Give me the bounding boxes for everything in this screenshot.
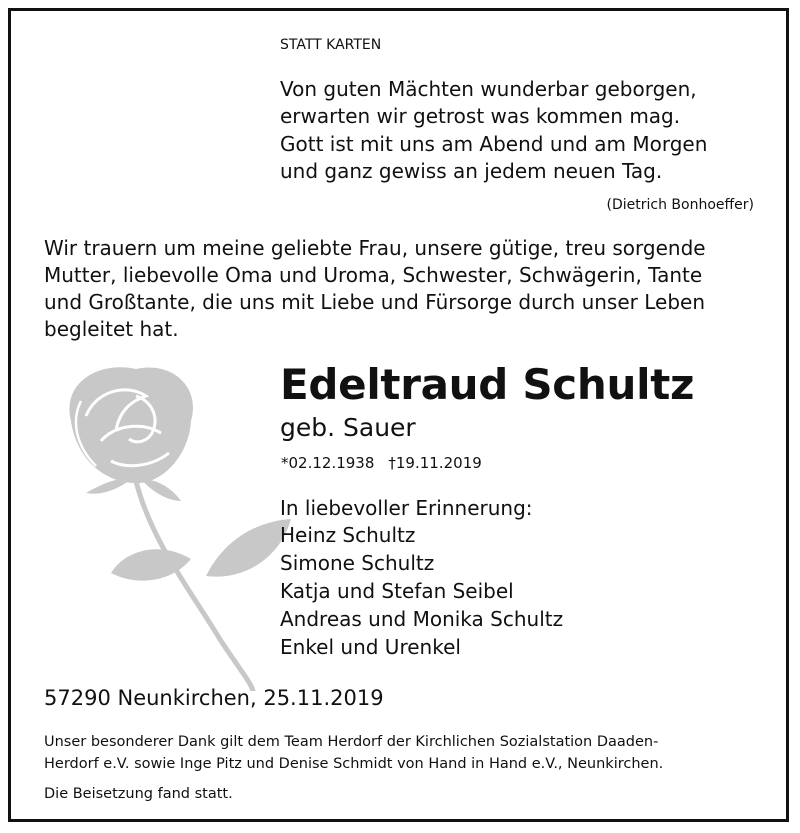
burial-note: Die Beisetzung fand statt. [44,786,233,802]
rose-icon [41,361,291,691]
obituary-notice [8,8,789,822]
poem-line: und ganz gewiss an jedem neuen Tag. [280,159,663,183]
death-date: †19.11.2019 [388,454,482,472]
poem-line: erwarten wir getrost was kommen mag. [280,104,681,128]
mourner-name: Simone Schultz [280,551,435,575]
birth-name: geb. Sauer [280,413,416,442]
intro-line: begleitet hat. [44,317,179,341]
thanks-line: Unser besonderer Dank gilt dem Team Herdorf der Kirchlichen Sozialstation Daaden- [44,734,659,750]
intro-line: Wir trauern um meine geliebte Frau, unsere gütige, treu sorgende [44,236,706,260]
mourner-name: Katja und Stefan Seibel [280,579,514,603]
mourners-heading: In liebevoller Erinnerung: [280,496,533,520]
birth-date: *02.12.1938 [281,454,375,472]
poem-line: Von guten Mächten wunderbar geborgen, [280,77,697,101]
place-date: 57290 Neunkirchen, 25.11.2019 [44,686,384,710]
header-label: STATT KARTEN [280,37,382,53]
deceased-name: Edeltraud Schultz [280,360,695,409]
poem-line: Gott ist mit uns am Abend und am Morgen [280,132,708,156]
intro-line: und Großtante, die uns mit Liebe und Fürsorge durch unser Leben [44,290,706,314]
life-dates [281,454,482,472]
thanks-line: Herdorf e.V. sowie Inge Pitz und Denise Schmidt von Hand in Hand e.V., Neunkirchen. [44,756,664,772]
mourner-name: Heinz Schultz [280,523,416,547]
poem-attribution: (Dietrich Bonhoeffer) [606,197,754,213]
intro-line: Mutter, liebevolle Oma und Uroma, Schwester, Schwägerin, Tante [44,263,703,287]
mourner-name: Enkel und Urenkel [280,635,461,659]
mourner-name: Andreas und Monika Schultz [280,607,564,631]
